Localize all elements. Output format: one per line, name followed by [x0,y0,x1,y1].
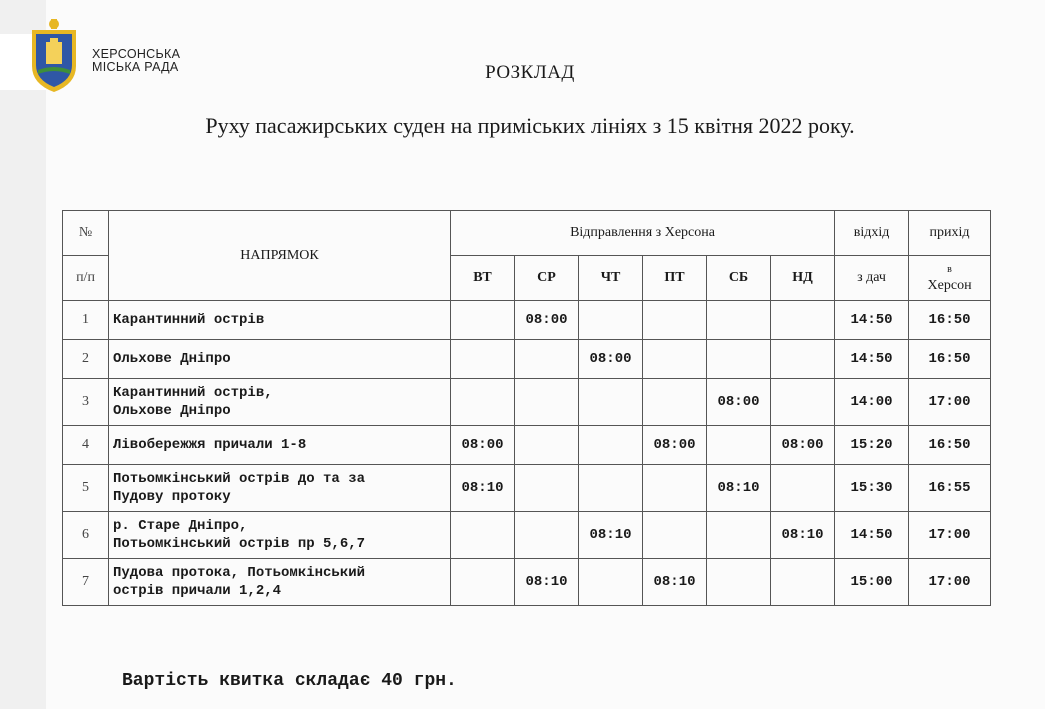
row-number: 7 [63,559,109,606]
departure-time-cell: 08:00 [451,426,515,465]
table-row [63,340,991,379]
direction-line-2: Пудову протоку [113,489,231,505]
departure-time-cell [707,512,771,559]
departure-time-cell [515,465,579,512]
row-number: 1 [63,301,109,340]
arrival-time: 16:55 [909,465,991,512]
return-depart-time: 14:50 [835,512,909,559]
departure-time-cell: 08:10 [707,465,771,512]
org-name-line-1: ХЕРСОНСЬКА [92,47,181,61]
document-subtitle: Руху пасажирських суден на приміських лініях з 15 квітня 2022 року. [205,113,855,138]
direction-line-2: Ольхове Дніпро [113,403,231,419]
departure-time-cell [451,340,515,379]
departure-time-cell [451,559,515,606]
departure-time-cell [515,340,579,379]
arrival-time: 17:00 [909,379,991,426]
direction-line-1: Ольхове Дніпро [113,351,231,367]
direction-line-1: р. Старе Дніпро, [113,518,248,534]
departure-time-cell [707,301,771,340]
row-number: 3 [63,379,109,426]
header-num-bottom: п/п [63,256,109,301]
header-arrive-small: в [947,264,952,275]
departure-time-cell [707,426,771,465]
return-depart-time: 14:50 [835,340,909,379]
departure-time-cell [771,340,835,379]
row-direction [109,301,451,340]
header-logo[interactable] [0,0,200,95]
departure-time-cell [643,465,707,512]
header-day-thu: ЧТ [579,256,643,301]
header-day-wed: СР [515,256,579,301]
row-number: 4 [63,426,109,465]
departure-time-cell [643,340,707,379]
departure-time-cell [579,559,643,606]
direction-line-2: Потьомкінський острів пр 5,6,7 [113,536,366,552]
row-number: 2 [63,340,109,379]
departure-time-cell [451,301,515,340]
direction-line-1: Карантинний острів, [113,385,273,401]
departure-time-cell: 08:10 [451,465,515,512]
departure-time-cell [451,512,515,559]
table-row [63,512,991,559]
org-name-line-2: МІСЬКА РАДА [92,60,179,74]
departure-time-cell [579,465,643,512]
schedule-table [62,210,991,606]
header-arrive-top: прихід [909,211,991,256]
arrival-time: 17:00 [909,559,991,606]
departure-time-cell [515,379,579,426]
departure-time-cell: 08:00 [707,379,771,426]
document-title: РОЗКЛАД [485,62,575,83]
departure-time-cell [771,465,835,512]
header-arrive-city: Херсон [927,278,972,293]
departure-time-cell [515,512,579,559]
departure-time-cell [451,379,515,426]
arrival-time: 16:50 [909,340,991,379]
departure-time-cell [643,301,707,340]
departure-time-cell [771,301,835,340]
header-direction: НАПРЯМОК [109,211,451,301]
header-num-top: № [63,211,109,256]
departure-time-cell: 08:10 [515,559,579,606]
direction-line-1: Пудова протока, Потьомкінський [113,565,366,581]
row-direction [109,340,451,379]
header-departure-group: Відправлення з Херсона [451,211,835,256]
table-row [63,301,991,340]
departure-time-cell [643,379,707,426]
departure-time-cell [515,426,579,465]
header-day-sat: СБ [707,256,771,301]
departure-time-cell [707,340,771,379]
org-name [92,48,180,74]
row-direction [109,379,451,426]
row-number: 6 [63,512,109,559]
row-direction [109,512,451,559]
header-day-fri: ПТ [643,256,707,301]
left-margin-strip [0,0,46,709]
schedule-body [63,301,991,606]
departure-time-cell [771,559,835,606]
direction-line-2: острів причали 1,2,4 [113,583,282,599]
departure-time-cell [771,379,835,426]
arrival-time: 16:50 [909,426,991,465]
arrival-time: 16:50 [909,301,991,340]
departure-time-cell: 08:10 [643,559,707,606]
ticket-price: Вартість квитка складає 40 грн. [122,671,457,691]
table-row [63,379,991,426]
return-depart-time: 14:50 [835,301,909,340]
table-row [63,465,991,512]
departure-time-cell [707,559,771,606]
row-direction [109,559,451,606]
return-depart-time: 14:00 [835,379,909,426]
direction-line-1: Лівобережжя причали 1-8 [113,437,307,453]
row-direction [109,426,451,465]
row-number: 5 [63,465,109,512]
departure-time-cell: 08:00 [771,426,835,465]
header-arrive-bottom [909,256,991,301]
header-depart-bottom: з дач [835,256,909,301]
departure-time-cell [643,512,707,559]
return-depart-time: 15:30 [835,465,909,512]
departure-time-cell: 08:00 [643,426,707,465]
departure-time-cell: 08:00 [579,340,643,379]
return-depart-time: 15:00 [835,559,909,606]
departure-time-cell [579,426,643,465]
departure-time-cell [579,301,643,340]
departure-time-cell: 08:10 [579,512,643,559]
direction-line-1: Потьомкінський острів до та за [113,471,366,487]
departure-time-cell: 08:00 [515,301,579,340]
return-depart-time: 15:20 [835,426,909,465]
header-day-tue: ВТ [451,256,515,301]
arrival-time: 17:00 [909,512,991,559]
kherson-crest-icon [24,16,84,94]
header-day-sun: НД [771,256,835,301]
row-direction [109,465,451,512]
departure-time-cell [579,379,643,426]
table-row [63,426,991,465]
direction-line-1: Карантинний острів [113,312,265,328]
table-row [63,559,991,606]
header-depart-top: відхід [835,211,909,256]
departure-time-cell: 08:10 [771,512,835,559]
